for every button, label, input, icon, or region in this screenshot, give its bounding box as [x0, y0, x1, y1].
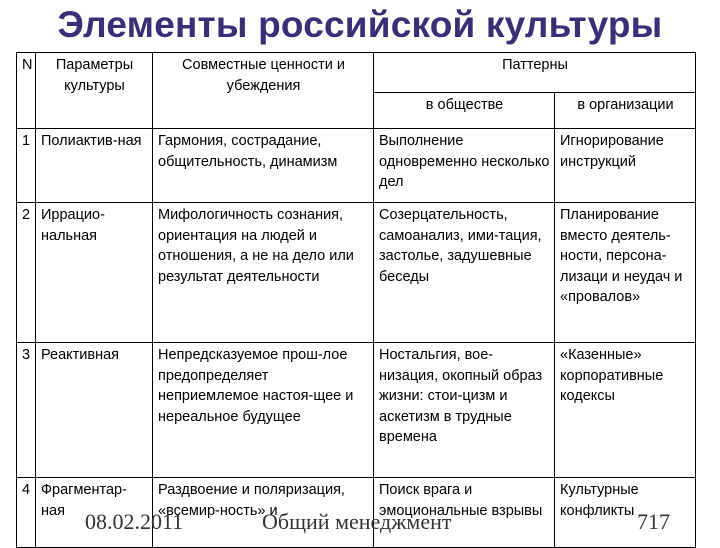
row-param: Полиактив-ная [36, 129, 153, 203]
row-organization: Планирование вместо деятель-ности, персона-лизаци и неудач и «провалов» [555, 203, 696, 343]
row-param: Иррацио-нальная [36, 203, 153, 343]
header-society: в обществе [374, 93, 555, 129]
row-number: 3 [17, 343, 36, 478]
table-header-row [17, 53, 696, 93]
row-param: Фрагментар-ная [36, 478, 153, 548]
row-param: Реактивная [36, 343, 153, 478]
row-society: Ностальгия, вое-низация, окопный образ жизни: стои-цизм и аскетизм в трудные времена [374, 343, 555, 478]
row-society: Поиск врага и эмоциональные взрывы [374, 478, 555, 548]
header-param: Параметры культуры [36, 53, 153, 129]
row-organization: Культурные конфликты [555, 478, 696, 548]
header-values: Совместные ценности и убеждения [153, 53, 374, 129]
table-row [17, 203, 696, 343]
footer-page-number: 717 [637, 509, 670, 534]
footer-course: Общий менеджмент [262, 509, 452, 534]
row-number: 2 [17, 203, 36, 343]
page-title: Элементы российской культуры [57, 4, 663, 45]
table-row [17, 343, 696, 478]
row-society: Созерцательность, самоанализ, ими-тация, застолье, задушевные беседы [374, 203, 555, 343]
row-number: 4 [17, 478, 36, 548]
row-number: 1 [17, 129, 36, 203]
row-values: Раздвоение и поляризация, «всемир-ность» и [153, 478, 374, 548]
row-values: Мифологичность сознания, ориентация на людей и отношения, а не на дело или результат деятельности [153, 203, 374, 343]
table-row [17, 129, 696, 203]
slide-footer [0, 509, 720, 539]
row-organization: «Казенные» корпоративные кодексы [555, 343, 696, 478]
row-society: Выполнение одновременно несколько дел [374, 129, 555, 203]
header-patterns: Паттерны [374, 53, 696, 93]
row-organization: Игнорирование инструкций [555, 129, 696, 203]
row-values: Непредсказуемое прош-лое предопределяет неприемлемое настоя-щее и нереальное будущее [153, 343, 374, 478]
footer-date: 08.02.2011 [85, 509, 184, 534]
header-n: N [17, 53, 36, 129]
row-values: Гармония, сострадание, общительность, динамизм [153, 129, 374, 203]
header-organization: в организации [555, 93, 696, 129]
culture-table [16, 52, 696, 548]
